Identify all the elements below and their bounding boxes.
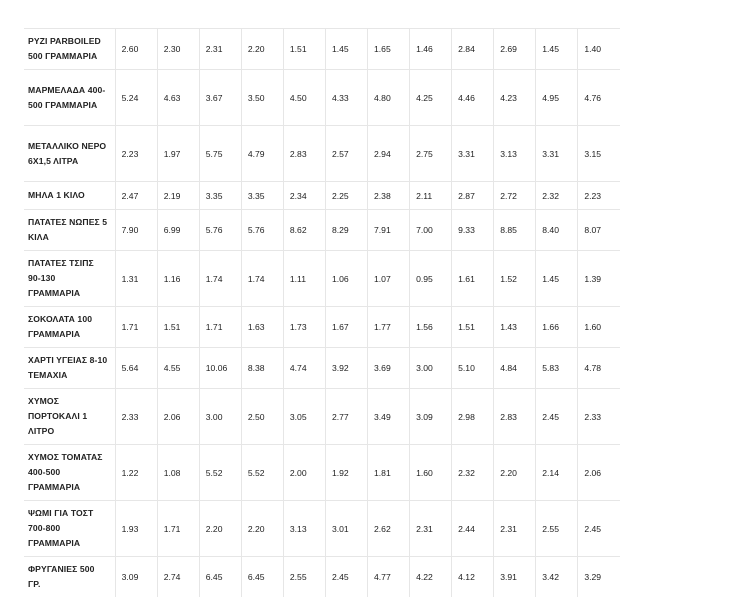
price-cell: 3.35 <box>199 182 241 210</box>
price-cell: 1.74 <box>199 251 241 307</box>
price-cell: 8.40 <box>536 210 578 251</box>
price-cell: 8.85 <box>494 210 536 251</box>
price-cell: 4.25 <box>410 70 452 126</box>
price-cell: 1.65 <box>368 29 410 70</box>
price-cell: 2.32 <box>536 182 578 210</box>
price-cell: 5.24 <box>115 70 157 126</box>
table-row <box>24 251 620 307</box>
price-cell: 2.74 <box>157 557 199 598</box>
table-row <box>24 210 620 251</box>
price-cell: 1.51 <box>283 29 325 70</box>
price-cell: 3.31 <box>536 126 578 182</box>
price-cell: 2.45 <box>325 557 367 598</box>
price-cell: 2.50 <box>241 389 283 445</box>
product-name-cell: ΨΩΜΙ ΓΙΑ ΤΟΣΤ 700-800 ΓΡΑΜΜΑΡΙΑ <box>24 501 115 557</box>
price-cell: 3.49 <box>368 389 410 445</box>
price-cell: 4.77 <box>368 557 410 598</box>
price-cell: 4.55 <box>157 348 199 389</box>
price-cell: 10.06 <box>199 348 241 389</box>
price-cell: 1.07 <box>368 251 410 307</box>
price-cell: 1.08 <box>157 445 199 501</box>
price-cell: 1.71 <box>157 501 199 557</box>
price-cell: 4.84 <box>494 348 536 389</box>
price-cell: 2.83 <box>283 126 325 182</box>
price-cell: 5.76 <box>199 210 241 251</box>
price-cell: 4.78 <box>578 348 620 389</box>
table-row <box>24 348 620 389</box>
price-cell: 1.66 <box>536 307 578 348</box>
price-cell: 1.63 <box>241 307 283 348</box>
price-cell: 2.32 <box>452 445 494 501</box>
price-cell: 5.52 <box>199 445 241 501</box>
price-cell: 2.33 <box>115 389 157 445</box>
price-cell: 2.38 <box>368 182 410 210</box>
price-cell: 3.09 <box>410 389 452 445</box>
price-cell: 8.29 <box>325 210 367 251</box>
price-cell: 1.31 <box>115 251 157 307</box>
price-cell: 2.20 <box>241 29 283 70</box>
price-cell: 2.20 <box>199 501 241 557</box>
price-cell: 2.20 <box>241 501 283 557</box>
product-name-cell: ΠΑΤΑΤΕΣ ΝΩΠΕΣ 5 ΚΙΛΑ <box>24 210 115 251</box>
price-cell: 2.23 <box>115 126 157 182</box>
price-cell: 2.45 <box>578 501 620 557</box>
product-name-cell: ΜΗΛΑ 1 ΚΙΛΟ <box>24 182 115 210</box>
price-cell: 2.83 <box>494 389 536 445</box>
price-cell: 3.00 <box>199 389 241 445</box>
price-cell: 1.67 <box>325 307 367 348</box>
price-cell: 1.74 <box>241 251 283 307</box>
price-cell: 2.20 <box>494 445 536 501</box>
price-cell: 1.45 <box>325 29 367 70</box>
price-cell: 3.05 <box>283 389 325 445</box>
product-name-cell: ΧΥΜΟΣ ΤΟΜΑΤΑΣ 400-500 ΓΡΑΜΜΑΡΙΑ <box>24 445 115 501</box>
table-row <box>24 182 620 210</box>
price-cell: 3.15 <box>578 126 620 182</box>
price-cell: 2.62 <box>368 501 410 557</box>
price-cell: 2.06 <box>578 445 620 501</box>
price-cell: 2.06 <box>157 389 199 445</box>
table-row <box>24 557 620 598</box>
price-cell: 2.31 <box>410 501 452 557</box>
price-cell: 3.13 <box>494 126 536 182</box>
price-cell: 4.63 <box>157 70 199 126</box>
price-cell: 1.71 <box>115 307 157 348</box>
price-cell: 2.31 <box>199 29 241 70</box>
price-cell: 1.73 <box>283 307 325 348</box>
price-cell: 9.33 <box>452 210 494 251</box>
price-cell: 1.16 <box>157 251 199 307</box>
price-cell: 2.45 <box>536 389 578 445</box>
product-name-cell: ΡΥΖΙ PARBOILED 500 ΓΡΑΜΜΑΡΙΑ <box>24 29 115 70</box>
price-cell: 2.44 <box>452 501 494 557</box>
price-cell: 1.56 <box>410 307 452 348</box>
price-cell: 3.31 <box>452 126 494 182</box>
product-name-cell: ΣΟΚΟΛΑΤΑ 100 ΓΡΑΜΜΑΡΙΑ <box>24 307 115 348</box>
price-cell: 1.11 <box>283 251 325 307</box>
price-cell: 4.74 <box>283 348 325 389</box>
price-cell: 2.60 <box>115 29 157 70</box>
price-cell: 3.29 <box>578 557 620 598</box>
price-cell: 1.60 <box>578 307 620 348</box>
price-cell: 5.64 <box>115 348 157 389</box>
price-cell: 4.95 <box>536 70 578 126</box>
price-cell: 5.10 <box>452 348 494 389</box>
price-cell: 7.90 <box>115 210 157 251</box>
price-cell: 3.92 <box>325 348 367 389</box>
price-cell: 4.22 <box>410 557 452 598</box>
product-name-cell: ΜΕΤΑΛΛΙΚΟ ΝΕΡΟ 6Χ1,5 ΛΙΤΡΑ <box>24 126 115 182</box>
price-cell: 2.30 <box>157 29 199 70</box>
price-cell: 2.55 <box>536 501 578 557</box>
price-cell: 1.46 <box>410 29 452 70</box>
price-cell: 4.79 <box>241 126 283 182</box>
price-cell: 2.00 <box>283 445 325 501</box>
price-cell: 5.83 <box>536 348 578 389</box>
price-cell: 1.51 <box>157 307 199 348</box>
price-cell: 4.33 <box>325 70 367 126</box>
table-row <box>24 501 620 557</box>
price-cell: 2.11 <box>410 182 452 210</box>
price-cell: 1.22 <box>115 445 157 501</box>
table-row <box>24 445 620 501</box>
price-cell: 1.81 <box>368 445 410 501</box>
product-name-cell: ΦΡΥΓΑΝΙΕΣ 500 ΓΡ. <box>24 557 115 598</box>
price-cell: 6.99 <box>157 210 199 251</box>
price-cell: 8.07 <box>578 210 620 251</box>
price-cell: 1.40 <box>578 29 620 70</box>
price-cell: 2.57 <box>325 126 367 182</box>
product-name-cell: ΠΑΤΑΤΕΣ ΤΣΙΠΣ 90-130 ΓΡΑΜΜΑΡΙΑ <box>24 251 115 307</box>
price-cell: 5.52 <box>241 445 283 501</box>
price-cell: 2.47 <box>115 182 157 210</box>
price-cell: 1.43 <box>494 307 536 348</box>
price-cell: 2.69 <box>494 29 536 70</box>
price-cell: 1.45 <box>536 251 578 307</box>
price-cell: 7.00 <box>410 210 452 251</box>
price-cell: 4.76 <box>578 70 620 126</box>
price-cell: 1.51 <box>452 307 494 348</box>
table-row <box>24 126 620 182</box>
price-cell: 3.13 <box>283 501 325 557</box>
price-cell: 1.52 <box>494 251 536 307</box>
price-cell: 1.71 <box>199 307 241 348</box>
table-row <box>24 307 620 348</box>
price-cell: 5.76 <box>241 210 283 251</box>
price-cell: 5.75 <box>199 126 241 182</box>
price-cell: 7.91 <box>368 210 410 251</box>
price-cell: 2.87 <box>452 182 494 210</box>
price-cell: 4.46 <box>452 70 494 126</box>
price-cell: 1.97 <box>157 126 199 182</box>
price-cell: 2.72 <box>494 182 536 210</box>
price-cell: 8.38 <box>241 348 283 389</box>
price-cell: 3.09 <box>115 557 157 598</box>
product-name-cell: ΜΑΡΜΕΛΑΔΑ 400-500 ΓΡΑΜΜΑΡΙΑ <box>24 70 115 126</box>
price-cell: 3.01 <box>325 501 367 557</box>
price-cell: 6.45 <box>199 557 241 598</box>
price-cell: 2.77 <box>325 389 367 445</box>
price-cell: 1.77 <box>368 307 410 348</box>
price-cell: 2.75 <box>410 126 452 182</box>
price-table <box>24 28 620 597</box>
price-cell: 2.34 <box>283 182 325 210</box>
price-cell: 1.45 <box>536 29 578 70</box>
price-cell: 3.67 <box>199 70 241 126</box>
price-cell: 2.98 <box>452 389 494 445</box>
price-cell: 4.23 <box>494 70 536 126</box>
price-cell: 1.92 <box>325 445 367 501</box>
price-cell: 3.42 <box>536 557 578 598</box>
product-name-cell: ΧΑΡΤΙ ΥΓΕΙΑΣ 8-10 ΤΕΜΑΧΙΑ <box>24 348 115 389</box>
price-cell: 2.19 <box>157 182 199 210</box>
price-cell: 1.39 <box>578 251 620 307</box>
price-cell: 2.25 <box>325 182 367 210</box>
price-cell: 1.61 <box>452 251 494 307</box>
price-cell: 2.94 <box>368 126 410 182</box>
price-cell: 2.23 <box>578 182 620 210</box>
price-cell: 1.93 <box>115 501 157 557</box>
price-cell: 0.95 <box>410 251 452 307</box>
table-row <box>24 389 620 445</box>
price-cell: 2.33 <box>578 389 620 445</box>
price-cell: 3.35 <box>241 182 283 210</box>
price-cell: 1.60 <box>410 445 452 501</box>
price-cell: 4.50 <box>283 70 325 126</box>
price-cell: 3.69 <box>368 348 410 389</box>
price-cell: 4.80 <box>368 70 410 126</box>
price-table-body <box>24 29 620 598</box>
price-cell: 3.91 <box>494 557 536 598</box>
price-cell: 1.06 <box>325 251 367 307</box>
price-cell: 6.45 <box>241 557 283 598</box>
price-cell: 3.00 <box>410 348 452 389</box>
price-cell: 8.62 <box>283 210 325 251</box>
table-row <box>24 29 620 70</box>
price-cell: 2.14 <box>536 445 578 501</box>
price-cell: 2.31 <box>494 501 536 557</box>
price-table-container <box>24 28 620 597</box>
price-cell: 3.50 <box>241 70 283 126</box>
price-cell: 2.55 <box>283 557 325 598</box>
price-cell: 2.84 <box>452 29 494 70</box>
product-name-cell: ΧΥΜΟΣ ΠΟΡΤΟΚΑΛΙ 1 ΛΙΤΡΟ <box>24 389 115 445</box>
price-cell: 4.12 <box>452 557 494 598</box>
table-row <box>24 70 620 126</box>
